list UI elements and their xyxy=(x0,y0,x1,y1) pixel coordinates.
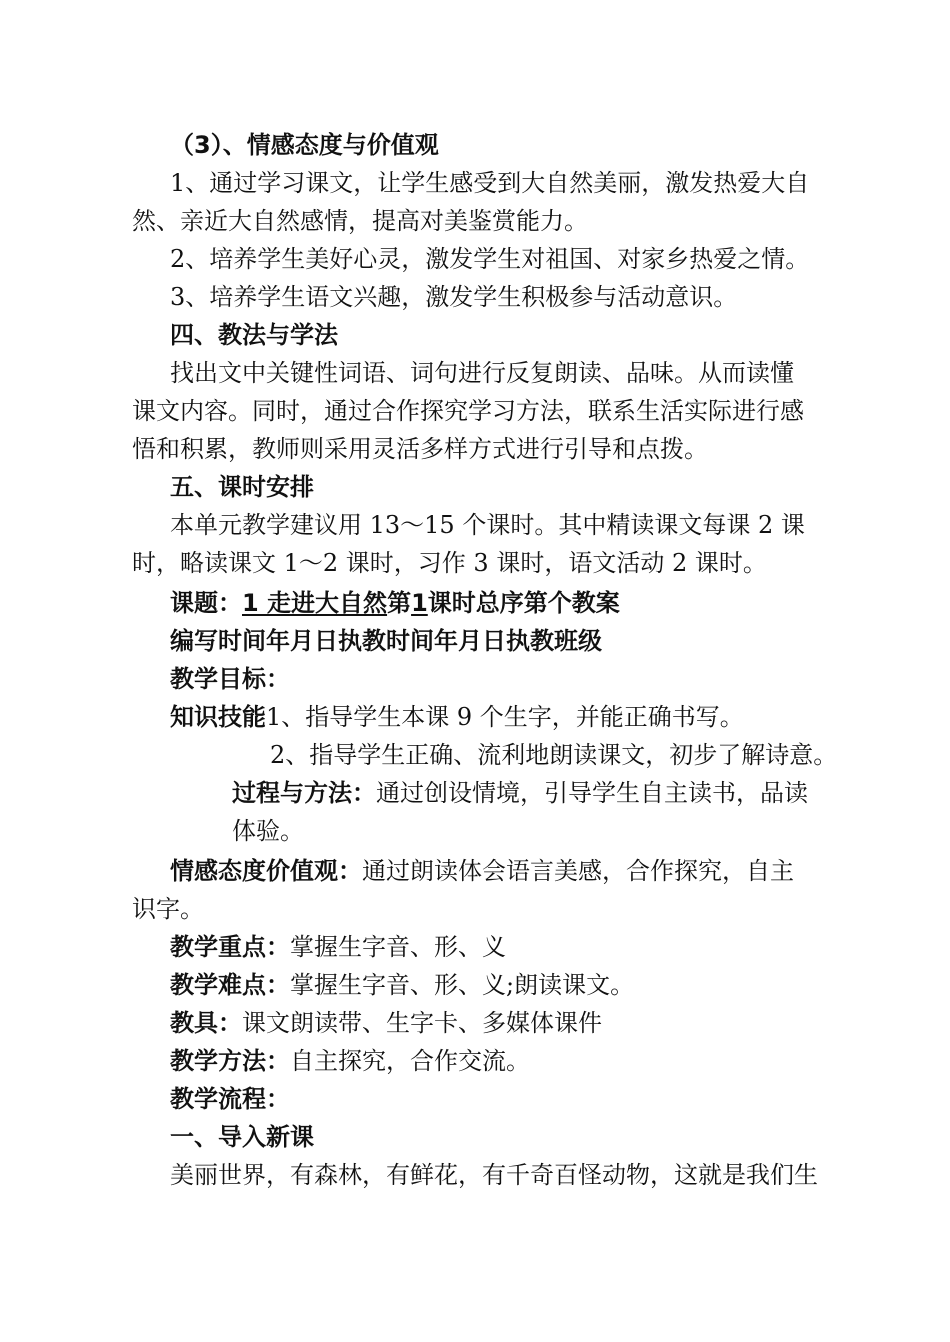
method-label: 教学方法： xyxy=(170,1047,290,1075)
knowledge-label: 知识技能 xyxy=(170,703,266,731)
knowledge-line-2: 2、指导学生正确、流利地朗读课文，初步了解诗意。 xyxy=(270,741,838,769)
process-line-2: 体验。 xyxy=(232,817,304,845)
lesson-title-mid: 第 xyxy=(387,589,412,617)
paragraph-line: 然、亲近大自然感情，提高对美鉴赏能力。 xyxy=(132,207,588,235)
intro-text: 美丽世界，有森林，有鲜花，有千奇百怪动物，这就是我们生 xyxy=(170,1161,818,1189)
emotion-label: 情感态度价值观： xyxy=(170,857,362,885)
tools-text: 课文朗读带、生字卡、多媒体课件 xyxy=(242,1009,602,1037)
tools-label: 教具： xyxy=(170,1009,242,1037)
goals-heading: 教学目标： xyxy=(170,665,290,693)
method-line xyxy=(170,1046,530,1076)
intro-heading: 一、导入新课 xyxy=(170,1123,314,1151)
tools-line xyxy=(170,1008,602,1038)
process-text: 通过创设情境，引导学生自主读书，品读 xyxy=(376,779,808,807)
knowledge-line xyxy=(170,702,744,732)
difficulty-label: 教学难点： xyxy=(170,971,290,999)
difficulty-text: 掌握生字音、形、义;朗读课文。 xyxy=(290,971,635,999)
paragraph-line: 时，略读课文 1～2 课时，习作 3 课时，语文活动 2 课时。 xyxy=(132,549,767,577)
lesson-title-name: 1 走进大自然 xyxy=(242,589,388,617)
section-heading-method: 四、教法与学法 xyxy=(170,321,338,349)
lesson-meta-line: 编写时间年月日执教时间年月日执教班级 xyxy=(170,627,602,655)
paragraph-line: 1、通过学习课文，让学生感受到大自然美丽，激发热爱大自 xyxy=(170,169,810,197)
process-line xyxy=(232,778,808,808)
paragraph-line: 本单元教学建议用 13～15 个课时。其中精读课文每课 2 课 xyxy=(170,511,805,539)
flow-heading: 教学流程： xyxy=(170,1085,290,1113)
paragraph-line: 3、培养学生语文兴趣，激发学生积极参与活动意识。 xyxy=(170,283,738,311)
section-heading-schedule: 五、课时安排 xyxy=(170,473,314,501)
emotion-line xyxy=(170,856,794,886)
method-text: 自主探究，合作交流。 xyxy=(290,1047,530,1075)
emotion-text: 通过朗读体会语言美感，合作探究，自主 xyxy=(362,857,794,885)
key-points-text: 掌握生字音、形、义 xyxy=(290,933,506,961)
paragraph-line: 找出文中关键性词语、词句进行反复朗读、品味。从而读懂 xyxy=(170,359,794,387)
lesson-title-label: 课题： xyxy=(170,589,242,617)
lesson-title-number: 1 xyxy=(411,589,428,617)
lesson-title-rest: 课时总序第个教案 xyxy=(427,589,620,617)
emotion-line-2: 识字。 xyxy=(132,895,204,923)
knowledge-text: 1、指导学生本课 9 个生字，并能正确书写。 xyxy=(266,703,744,731)
key-points-label: 教学重点： xyxy=(170,933,290,961)
process-label: 过程与方法： xyxy=(232,779,376,807)
paragraph-line: 2、培养学生美好心灵，激发学生对祖国、对家乡热爱之情。 xyxy=(170,245,810,273)
difficulty-line xyxy=(170,970,634,1000)
paragraph-line: 课文内容。同时，通过合作探究学习方法，联系生活实际进行感 xyxy=(132,397,804,425)
key-points-line xyxy=(170,932,506,962)
section-heading-emotion: （3）、情感态度与价值观 xyxy=(170,131,439,159)
paragraph-line: 悟和积累，教师则采用灵活多样方式进行引导和点拨。 xyxy=(132,435,708,463)
lesson-title-line xyxy=(170,588,620,618)
